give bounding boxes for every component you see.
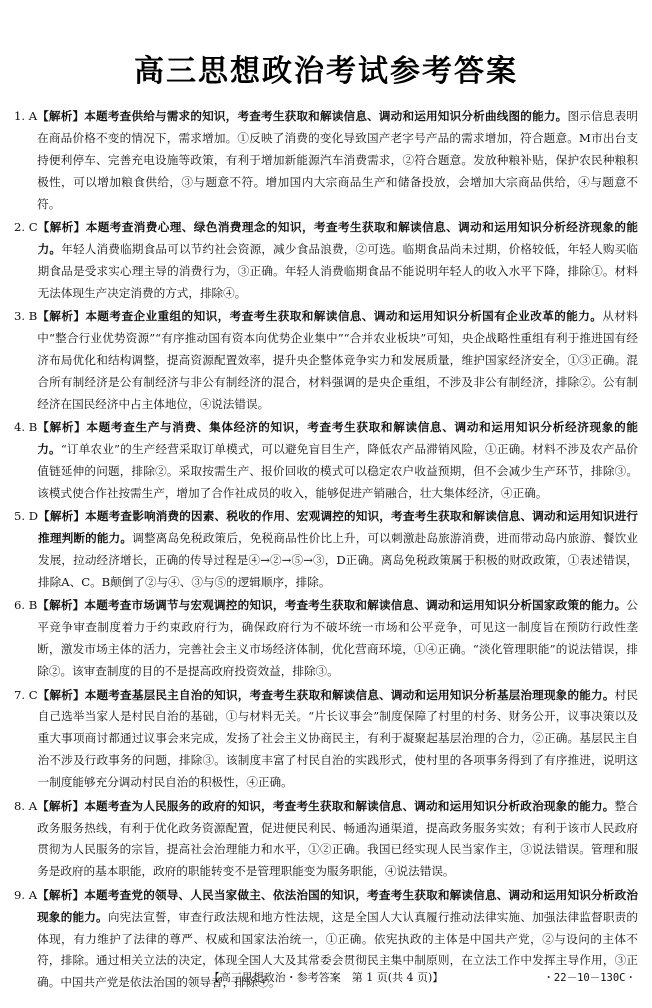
answer-item-1 (14, 106, 638, 216)
answer-item-8 (14, 796, 638, 884)
analysis-text: 图示信息表明在商品价格不变的情况下，需求增加。①反映了消费的变化导致国产老字号产品的需求增加，符合题意。M市出台支持便利停车、完善充电设施等政策，有利于增加新能源汽车消费需求，②符合题意。发放种粮补贴，保护农民种粮积极性，可以增加粮食供给，③与题意不符。增加国内大宗商品生产和储备投放，会增加大宗商品供给，④与题意不符。 (37, 109, 638, 211)
analysis-tag: 【解析】 (38, 509, 86, 524)
answer-number: 3. B (14, 309, 38, 324)
answer-item-6 (14, 595, 638, 683)
answer-body (38, 685, 638, 795)
answer-body (37, 306, 638, 416)
answer-number: 1. A (14, 109, 38, 123)
analysis-lead: 本题考查消费心理、绿色消费理念的知识，考查考生获取和解读信息、调动和运用知识分析经济现象的能力。 (37, 220, 638, 256)
answer-number: 2. C (14, 220, 38, 235)
answer-body (37, 796, 638, 884)
analysis-lead: 本题考查基层民主自治的知识，考查考生获取和解读信息、调动和运用知识分析基层治理现象的能力。 (84, 687, 615, 702)
analysis-tag: 【解析】 (37, 687, 85, 702)
answer-body (37, 595, 638, 683)
analysis-lead: 本题考查为人民服务的政府的知识，考查考生获取和解读信息、调动和运用知识分析政治现象的能力。 (84, 798, 615, 813)
analysis-lead: 本题考查供给与需求的知识，考查考生获取和解读信息、调动和运用知识分析曲线图的能力。 (84, 109, 568, 123)
analysis-lead: 本题考查生产与消费、集体经济的知识，考查考生获取和解读信息、调动和运用知识分析经济现象的能力。 (37, 420, 638, 457)
footer-exam-code: ・22－10－130C・ (543, 972, 636, 984)
analysis-text: 向宪法宣誓，审查行政法规和地方性法规，这是全国人大认真履行推动法律实施、加强法律监督职责的体现，有力维护了法律的尊严、权威和国家法治统一，①正确。依宪执政的主体是中国共产党，②与设问的主体不符，排除。通过相关立法的决定，体现全国人大及其常委会贯彻民主集中制原则，在立法工作中发挥主导作用，③正确。中国共产党是依法治国的领导者，排除④。 (37, 909, 638, 990)
answer-body (38, 217, 638, 305)
answer-list (14, 106, 638, 996)
analysis-text: “订单农业”的生产经营采取订单模式，可以避免盲目生产，降低农产品滞销风险，①正确。材料不涉及农产品价值链延伸的问题，排除②。采取按需生产、报价回收的模式可以稳定农户收益预期，但不会减少生产环节，排除③。该模式使合作社按需生产，增加了合作社成员的收入，能够促进产销融合，壮大集体经济，④正确。 (37, 442, 638, 500)
answer-number: 9. A (14, 887, 38, 902)
answer-body (37, 106, 638, 216)
answer-item-4 (14, 417, 638, 505)
page-footer (0, 968, 652, 988)
answer-number: 4. B (14, 420, 38, 435)
footer-page-info: 【高三思想政治・参考答案 第 1 页(共 4 页)】 (208, 971, 444, 984)
answer-number: 5. D (14, 509, 39, 524)
analysis-lead: 本题考查党的领导、人民当家做主、依法治国的知识，考查考生获取和解读信息、调动和运用知识分析政治现象的能力。 (37, 887, 638, 924)
answer-item-7 (14, 685, 638, 795)
analysis-lead: 本题考查市场调节与宏观调控的知识，考查考生获取和解读信息、调动和运用知识分析国家政策的能力。 (84, 598, 627, 613)
page-title: 高三思想政治考试参考答案 (134, 54, 518, 89)
analysis-text: 整合政务服务热线，有利于优化政务资源配置，促进便民利民、畅通沟通渠道，提高政务服务实效；有利于该市人民政府贯彻为人民服务的宗旨，提高社会治理能力和水平，①②正确。我国已经实现人民当家作主，③说法错误。管理和服务是政府的基本职能，政府的职能转变不是管理职能变为服务职能，④说法错误。 (37, 798, 638, 879)
analysis-text: 调整离岛免税政策后，免税商品性价比上升，可以刺激赴岛旅游消费，进而带动岛内旅游、餐饮业发展，拉动经济增长，正确的传导过程是④→②→⑤→③，D正确。离岛免税政策属于积极的财政政策，①表述错误，排除A、C。B颠倒了②与④、③与⑤的逻辑顺序，排除。 (38, 531, 638, 590)
answer-number: 8. A (14, 798, 38, 813)
answer-item-3 (14, 306, 638, 416)
analysis-text: 从材料中“整合行业优势资源”“有序推动国有资本向优势企业集中”“合并农业板块”可知，央企战略性重组有利于推进国有经济布局优化和结构调整，提高资源配置效率，提升央企整体竞争实力和发展质量，维护国家经济安全，①③正确。混合所有制经济是公有制经济与非公有制经济的混合，材料强调的是央企重组，不涉及非公有制经济，排除②。公有制经济在国民经济中占主体地位，④说法错误。 (37, 309, 638, 411)
analysis-tag: 【解析】 (37, 598, 85, 613)
answer-number: 7. C (14, 687, 38, 702)
analysis-tag: 【解析】 (37, 887, 85, 902)
analysis-text: 公平竞争审查制度着力于约束政府行为，确保政府行为不破坏统一市场和公平竞争，可见这一制度旨在预防行政性垄断，激发市场主体的活力，完善社会主义市场经济体制，优化营商环境，①④正确。“淡化管理职能”的说法错误，排除②。该审查制度的目的不是提高政府投资效益，排除③。 (37, 598, 638, 679)
analysis-text: 村民自己选举当家人是村民自治的基础，①与材料无关。“片长议事会”制度保障了村里的村务、财务公开，议事决策以及重大事项商讨都通过议事会来完成，发扬了社会主义协商民主，有利于凝聚起基层治理的合力，②正确。基层民主自治不涉及行政事务的问题，排除③。该制度丰富了村民自治的实践形式，使村里的各项事务得到了有序推进，说明这一制度能够充分调动村民自治的积极性，④正确。 (37, 687, 638, 790)
answer-item-2 (14, 217, 638, 305)
analysis-tag: 【解析】 (37, 220, 86, 235)
answer-item-5 (14, 506, 638, 594)
analysis-tag: 【解析】 (37, 798, 85, 813)
analysis-lead: 本题考查企业重组的知识，考查考生获取和解读信息、调动和运用知识分析国有企业改革的能力。 (85, 309, 603, 324)
answer-body (38, 506, 638, 594)
answer-body (37, 417, 638, 505)
analysis-tag: 【解析】 (37, 109, 85, 123)
analysis-lead: 本题考查影响消费的因素、税收的作用、宏观调控的知识，考查考生获取和解读信息、调动和运用知识进行推理判断的能力。 (38, 509, 638, 546)
analysis-tag: 【解析】 (37, 309, 86, 324)
analysis-text: 年轻人消费临期食品可以节约社会资源，减少食品浪费，②可选。临期食品尚未过期，价格较低，年轻人购买临期食品是受求实心理主导的消费行为，③正确。年轻人消费临期食品不能说明年轻人的收入水平下降，排除①。材料无法体现生产决定消费的方式，排除④。 (37, 241, 638, 300)
analysis-tag: 【解析】 (37, 420, 87, 435)
answer-number: 6. B (14, 598, 38, 613)
